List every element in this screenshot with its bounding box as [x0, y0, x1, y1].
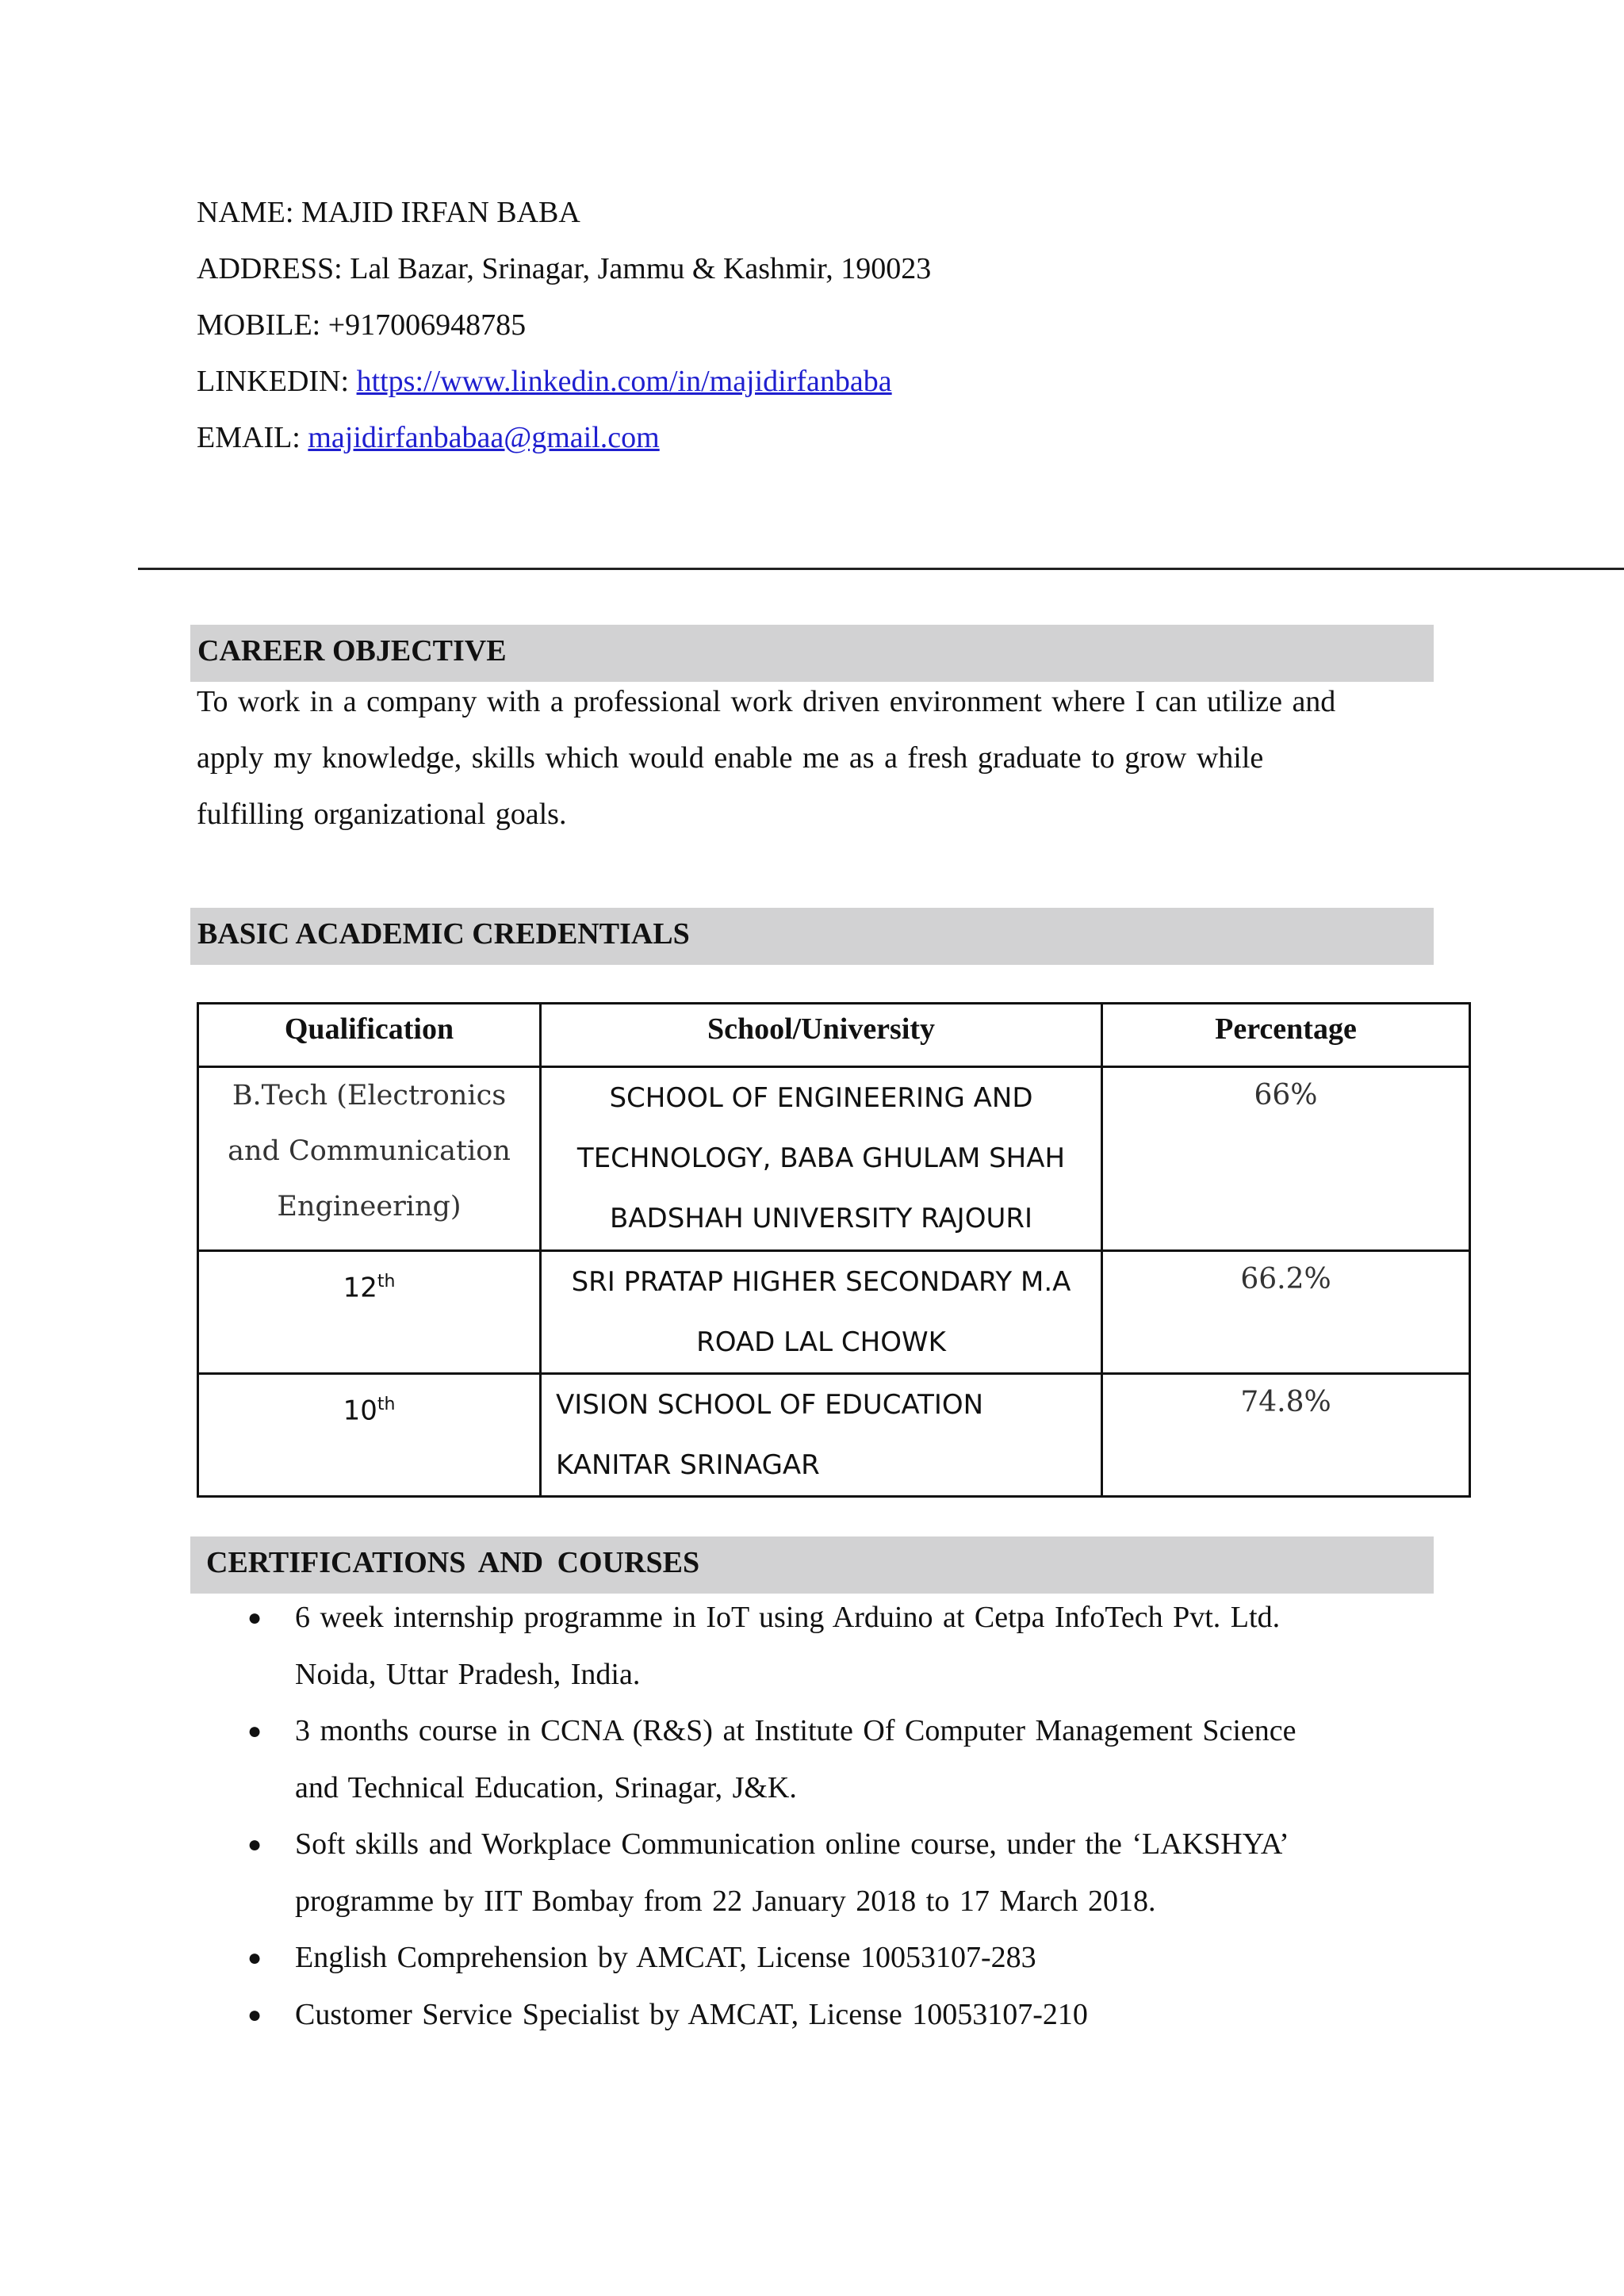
list-item-line: Soft skills and Workplace Communication online course, under the ‘LAKSHYA’: [295, 1827, 1289, 1861]
contact-linkedin: [197, 363, 892, 400]
qualification-cell: [198, 1067, 541, 1251]
list-item-line: programme by IIT Bombay from 22 January 2018 to 17 March 2018.: [295, 1884, 1156, 1918]
grade-number: 10: [343, 1395, 377, 1427]
email-link[interactable]: majidirfanbabaa@gmail.com: [308, 421, 660, 454]
percentage-cell: 66%: [1102, 1067, 1470, 1251]
table-row: [198, 1067, 1470, 1251]
school-line: VISION SCHOOL OF EDUCATION: [556, 1389, 984, 1421]
column-header-qualification: Qualification: [198, 1004, 541, 1067]
bullet-icon: ●: [247, 1945, 262, 1971]
list-item-line: and Technical Education, Srinagar, J&K.: [295, 1770, 797, 1804]
career-objective-heading-text: CAREER OBJECTIVE: [197, 634, 507, 668]
contact-mobile: MOBILE: +917006948785: [197, 308, 527, 342]
school-line: ROAD LAL CHOWK: [696, 1326, 946, 1358]
qualification-line: and Communication: [228, 1135, 511, 1167]
academic-credentials-table: [197, 1002, 1471, 1498]
bullet-icon: ●: [247, 2001, 262, 2028]
linkedin-link[interactable]: https://www.linkedin.com/in/majidirfanbaba: [356, 365, 892, 398]
school-line: BADSHAH UNIVERSITY RAJOURI: [609, 1203, 1033, 1234]
qualification-cell: [198, 1251, 541, 1374]
list-item: [197, 1987, 1434, 2044]
school-cell: [541, 1067, 1102, 1251]
list-item: [197, 1590, 1434, 1703]
linkedin-label: LINKEDIN:: [197, 365, 357, 398]
list-item: [197, 1703, 1434, 1816]
qualification-cell: [198, 1374, 541, 1497]
school-line: SRI PRATAP HIGHER SECONDARY M.A: [571, 1266, 1071, 1298]
column-header-school: School/University: [541, 1004, 1102, 1067]
grade-number: 12: [343, 1272, 377, 1304]
academics-heading: [190, 908, 1434, 965]
list-item-line: English Comprehension by AMCAT, License 10053107-283: [295, 1941, 1036, 1974]
contact-address: ADDRESS: Lal Bazar, Srinagar, Jammu & Kashmir, 190023: [197, 252, 932, 285]
school-cell: [541, 1251, 1102, 1374]
academics-heading-text: BASIC ACADEMIC CREDENTIALS: [197, 917, 690, 951]
email-label: EMAIL:: [197, 421, 308, 454]
school-line: TECHNOLOGY, BABA GHULAM SHAH: [576, 1142, 1066, 1174]
qualification-line: B.Tech (Electronics: [232, 1080, 507, 1112]
school-line: KANITAR SRINAGAR: [556, 1449, 820, 1481]
table-row: [198, 1251, 1470, 1374]
objective-line: To work in a company with a professional work driven environment where I can utilize and: [197, 685, 1336, 718]
list-item-line: Noida, Uttar Pradesh, India.: [295, 1657, 641, 1691]
school-cell: [541, 1374, 1102, 1497]
bullet-icon: ●: [247, 1718, 262, 1744]
table-header-row: [198, 1004, 1470, 1067]
percentage-cell: 74.8%: [1102, 1374, 1470, 1497]
contact-email: [197, 419, 660, 456]
grade-suffix: th: [377, 1395, 396, 1414]
school-line: SCHOOL OF ENGINEERING AND: [609, 1082, 1033, 1114]
list-item-line: Customer Service Specialist by AMCAT, License 10053107-210: [295, 1997, 1088, 2031]
qualification-line: Engineering): [277, 1191, 462, 1223]
list-item: [197, 1930, 1434, 1987]
certifications-heading: [190, 1536, 1434, 1594]
bullet-icon: ●: [247, 1831, 262, 1858]
certifications-list: [197, 1590, 1434, 2043]
percentage-cell: 66.2%: [1102, 1251, 1470, 1374]
career-objective-heading: [190, 625, 1434, 682]
contact-name: NAME: MAJID IRFAN BABA: [197, 196, 580, 229]
objective-line: fulfilling organizational goals.: [197, 798, 567, 831]
objective-line: apply my knowledge, skills which would enable me as a fresh graduate to grow while: [197, 741, 1264, 775]
list-item-line: 3 months course in CCNA (R&S) at Institute Of Computer Management Science: [295, 1714, 1297, 1747]
list-item-line: 6 week internship programme in IoT using Arduino at Cetpa InfoTech Pvt. Ltd.: [295, 1601, 1281, 1634]
table-row: [198, 1374, 1470, 1497]
grade-suffix: th: [377, 1272, 396, 1292]
column-header-percentage: Percentage: [1102, 1004, 1470, 1067]
horizontal-divider: [138, 568, 1624, 570]
certifications-heading-text: CERTIFICATIONS AND COURSES: [206, 1546, 700, 1579]
bullet-icon: ●: [247, 1605, 262, 1631]
list-item: [197, 1816, 1434, 1930]
